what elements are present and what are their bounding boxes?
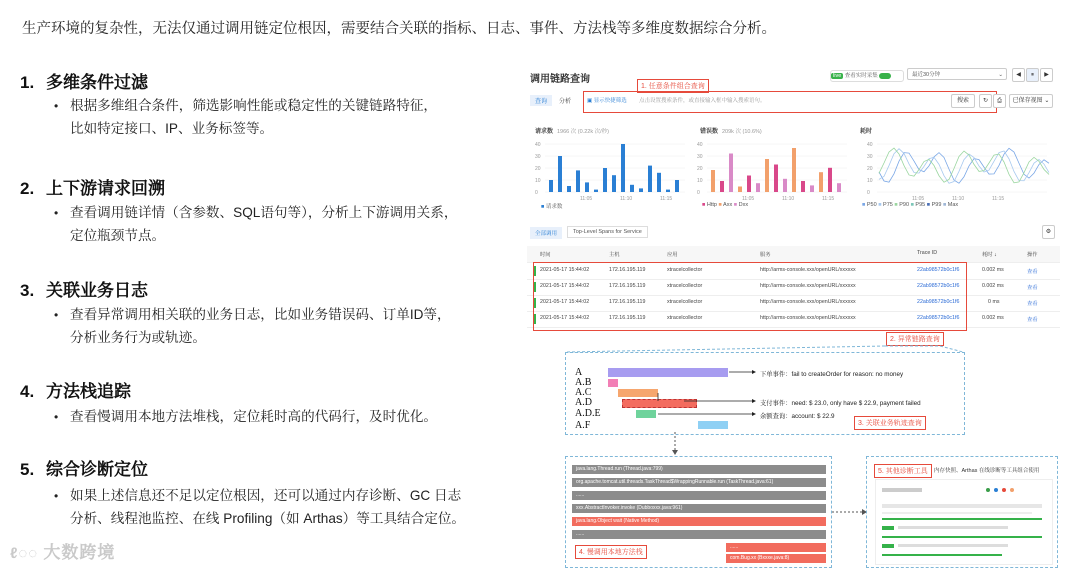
chart-title-requests: 请求数 [535, 129, 554, 135]
trace-id-link: 22ab98572b0c1f6 [917, 299, 960, 305]
toggle-icon: ▣ [587, 98, 594, 104]
trace-id-link: 22ab98572b0c1f6 [917, 315, 960, 321]
live-toggle[interactable]: live 查看实时采集 [830, 70, 904, 82]
event-note-balance: 余额查询：account: $ 22.9 [760, 413, 835, 420]
y-tick-label: 20 [697, 166, 703, 172]
legend-errors: ■ Http ■ Axx ■ Dxx [702, 202, 749, 208]
chevron-down-icon: ⌄ [998, 72, 1003, 78]
table-row[interactable]: 2021-05-17 15:44:02 172.16.195.119 xtracelcollector http://arms-console.xxx/openURL/xxxxxx 22ab98572b0c1f6 0.002 ms 查看 [527, 279, 1060, 296]
y-tick-label: 0 [535, 190, 538, 196]
pause-icon[interactable]: ⏸ [1026, 68, 1039, 82]
stack-frame[interactable]: ...... [572, 491, 826, 500]
filter-toggle[interactable]: ▣ 显示快捷筛选 [587, 98, 627, 104]
watermark-logo: ℓ◌◌ 大数跨境 [10, 543, 116, 562]
trace-id-link: 22ab98572b0c1f6 [917, 267, 960, 273]
y-tick-label: 0 [697, 190, 700, 196]
panel-title: 调用链路查询 [530, 74, 590, 85]
span-label-ad: A.D [575, 397, 592, 408]
y-tick-label: 40 [697, 142, 703, 148]
stack-frame[interactable]: xxx.AbstractInvoker.invoke (Dubboxxx.java:961) [572, 504, 826, 513]
view-link: 查看 [1027, 269, 1038, 275]
section-5-title: 5. 综合诊断定位 [20, 460, 148, 479]
stack-frame[interactable]: ...... [572, 530, 826, 539]
y-tick-label: 10 [535, 178, 541, 184]
search-button[interactable]: 搜索 [951, 94, 975, 108]
table-row[interactable]: 2021-05-17 15:44:02 172.16.195.119 xtracelcollector http://arms-console.xxx/openURL/xxxxxx 22ab98572b0c1f6 0 ms 查看 [527, 295, 1060, 312]
span-label-ac: A.C [575, 387, 592, 398]
stack-frame-hot[interactable]: java.lang.Object wait (Native Method) [572, 517, 826, 526]
stack-frame[interactable]: org.apache.tomcat.util.threads.TaskThread$WrappingRunnable.run (TaskThread.java:61) [572, 478, 826, 487]
saved-views-button[interactable]: 已保存视图 ⌄ [1009, 94, 1053, 108]
chart-sub-requests: 1966 次 (0.22k 次/秒) [557, 129, 609, 135]
stack-frame[interactable]: java.lang.Thread.run (Thread.java:799) [572, 465, 826, 474]
tools-header: 内存快照、Arthas 在线诊断等工具组合使用 [934, 468, 1040, 474]
event-note-payment: 支付事件：need: $ 23.0, only have $ 22.9, payment failed [760, 400, 921, 407]
table-row[interactable]: 2021-05-17 15:44:02 172.16.195.119 xtracelcollector http://arms-console.xxx/openURL/xxxxxx 22ab98572b0c1f6 0.002 ms 查看 [527, 263, 1060, 280]
intro-text: 生产环境的复杂性，无法仅通过调用链定位根因，需要结合关联的指标、日志、事件、方法栈等多维度数据综合分析。 [22, 21, 776, 37]
trace-id-link: 22ab98572b0c1f6 [917, 283, 960, 289]
section-5-body: 如果上述信息还不足以定位根因，还可以通过内存诊断、GC 日志 分析、线程池监控、在线 Profiling（如 Arthas）等工具结合定位。 [70, 488, 466, 526]
time-range-select[interactable]: 最近30分钟 ⌄ [907, 68, 1007, 80]
y-tick-label: 30 [697, 154, 703, 160]
y-tick-label: 30 [867, 154, 873, 160]
bullet-icon: • [54, 410, 59, 424]
legend-requests: ■ 请求数 [541, 204, 563, 210]
section-2-body: 查看调用链详情（含参数、SQL语句等），分析上下游调用关系， 定位瓶颈节点。 [70, 205, 458, 243]
stack-frame-hot[interactable]: ...... [726, 543, 826, 552]
section-3-body: 查看异常调用相关联的业务日志，比如业务错误码、订单ID等， 分析业务行为或轨迹。 [70, 307, 451, 345]
section-2-title: 2. 上下游请求回溯 [20, 179, 165, 198]
x-tick-label: 11:15 [822, 196, 835, 202]
section-4-title: 4. 方法栈追踪 [20, 382, 131, 401]
view-link: 查看 [1027, 285, 1038, 291]
table-row[interactable]: 2021-05-17 15:44:02 172.16.195.119 xtracelcollector http://arms-console.xxx/openURL/xxxxxx 22ab98572b0c1f6 0.002 ms 查看 [527, 311, 1060, 328]
y-tick-label: 20 [535, 166, 541, 172]
x-tick-label: 11:10 [620, 196, 633, 202]
table-header: 时间 主机 应用 服务 Trace ID 耗时 ↓ 操作 [527, 246, 1060, 263]
event-note-order: 下单事件：fail to createOrder for reason: no money [760, 371, 904, 378]
y-tick-label: 10 [697, 178, 703, 184]
bullet-icon: • [54, 308, 59, 322]
section-1-body: 根据多维组合条件，筛选影响性能或稳定性的关键链路特征， 比如特定接口、IP、业务标签等。 [70, 98, 438, 136]
annotation-2: 2. 异常链路查询 [886, 332, 944, 346]
span-label-ade: A.D.E [575, 408, 601, 419]
x-tick-label: 11:10 [782, 196, 795, 202]
section-3-title: 3. 关联业务日志 [20, 281, 148, 300]
trace-gantt-box [565, 352, 965, 435]
x-tick-label: 11:15 [660, 196, 673, 202]
save-icon[interactable]: ⎙ [993, 94, 1006, 108]
annotation-5: 5. 其他诊断工具 [874, 464, 932, 478]
x-tick-label: 11:05 [742, 196, 755, 202]
annotation-4: 4. 慢调用本地方法栈 [575, 545, 647, 559]
y-tick-label: 10 [867, 178, 873, 184]
chart-title-latency: 耗时 [860, 129, 873, 135]
bullet-icon: • [54, 99, 59, 113]
search-input[interactable]: 点击设置搜索条件，或直接输入框中输入搜索语句。 [639, 98, 766, 104]
x-tick-label: 11:10 [952, 196, 965, 202]
view-link: 查看 [1027, 317, 1038, 323]
prev-icon[interactable]: ◀ [1012, 68, 1025, 82]
view-link: 查看 [1027, 301, 1038, 307]
span-label-ab: A.B [575, 377, 592, 388]
chart-title-errors: 错误数 [700, 129, 719, 135]
method-stack-box [565, 456, 832, 568]
section-4-body: 查看慢调用本地方法堆栈，定位耗时高的代码行，及时优化。 [70, 409, 438, 424]
tab-analysis[interactable]: 分析 [559, 99, 572, 105]
y-tick-label: 20 [867, 166, 873, 172]
tab-query[interactable]: 查询 [530, 95, 552, 106]
bullet-icon: • [54, 489, 59, 503]
y-tick-label: 30 [535, 154, 541, 160]
span-label-af: A.F [575, 420, 591, 431]
diagnostic-tools-box [866, 456, 1058, 568]
section-1-title: 1. 多维条件过滤 [20, 73, 148, 92]
span-label-a: A [575, 367, 583, 378]
legend-latency: ■ P50 ■ P75 ■ P90 ■ P95 ■ P99 ■ Max [862, 202, 959, 208]
next-icon[interactable]: ▶ [1040, 68, 1053, 82]
bullet-icon: • [54, 206, 59, 220]
annotation-1: 1. 任意条件组合查询 [637, 79, 709, 93]
tab-all-calls[interactable]: 全部调用 [530, 227, 562, 239]
x-tick-label: 11:05 [912, 196, 925, 202]
gear-icon[interactable]: ⚙ [1042, 225, 1055, 239]
tab-top-level[interactable]: Top-Level Spans for Service [567, 226, 648, 238]
y-tick-label: 40 [535, 142, 541, 148]
stack-frame-hot[interactable]: com.Bug.xx (Bxxxe.java:8) [726, 554, 826, 563]
tools-screenshot [875, 479, 1053, 565]
annotation-3: 3. 关联业务轨迹查询 [854, 416, 926, 430]
x-tick-label: 11:05 [580, 196, 593, 202]
chart-sub-errors: 209k 次 (10.6%) [722, 129, 762, 135]
x-tick-label: 11:15 [992, 196, 1005, 202]
y-tick-label: 40 [867, 142, 873, 148]
refresh-icon[interactable]: ↻ [979, 94, 992, 108]
y-tick-label: 0 [867, 190, 870, 196]
